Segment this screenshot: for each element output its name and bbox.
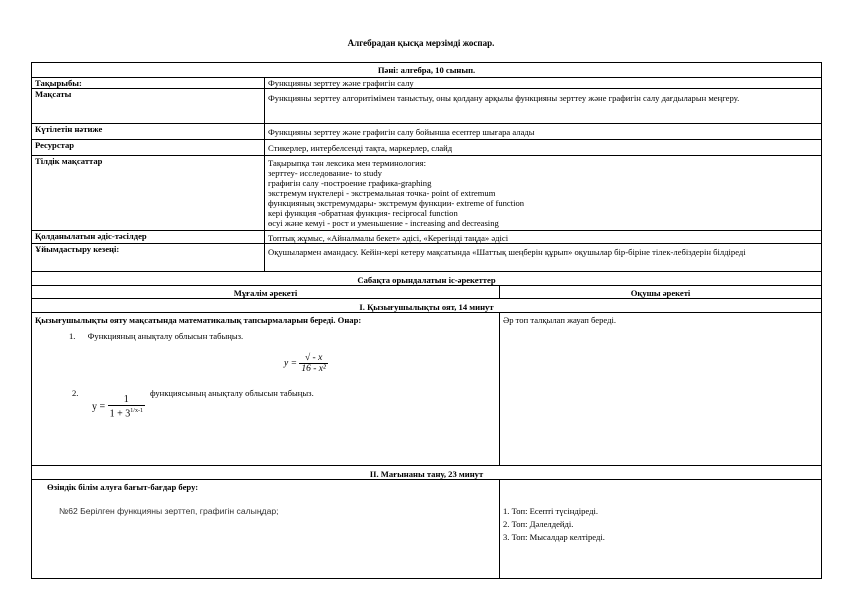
task2-denominator-base: 1 + 3 <box>109 408 131 420</box>
methods-label: Қолданылатын әдіс-тәсілдер <box>32 231 265 244</box>
stage2-task: №62 Берілген функцияны зерттеп, графигін салыңдар; <box>59 506 279 516</box>
task2-formula <box>92 395 145 419</box>
expected-result-value: Функцияны зерттеу және графигін салу бойынша есептер шығара алады <box>265 124 822 140</box>
teacher-column-header: Мұғалім әрекеті <box>32 286 500 299</box>
language-goals-label: Тілдік мақсаттар <box>32 156 265 231</box>
task1-denominator: 16 - x² <box>301 364 326 374</box>
stage1-title: І. Қызығушылықты оят, 14 минут <box>32 299 822 313</box>
task1 <box>35 331 496 341</box>
document-title: Алгебрадан қысқа мерзімді жоспар. <box>347 38 495 48</box>
task2-number: 2. <box>72 388 79 398</box>
language-goal-line: өсуі және кемуі - рост и уменьшение - increasing and decreasing <box>268 218 499 228</box>
resources-label: Ресурстар <box>32 140 265 156</box>
task1-formula <box>284 353 328 374</box>
task1-lhs: y = <box>284 358 298 369</box>
stage1-teacher-cell <box>32 313 500 466</box>
language-goal-line: функцияның экстремумдары- экстремум функции- extreme of function <box>268 198 525 208</box>
student-column-header: Оқушы әрекеті <box>500 286 822 299</box>
organization-row <box>32 244 822 272</box>
subject-row <box>32 63 822 78</box>
stage2-title-row <box>32 466 822 480</box>
organization-value: Оқушылармен амандасу. Кейін-кері кетеру мақсатында «Шаттық шеңберін құрып» оқушылар бір-біріне тілек-лебіздерін білдіреді <box>265 244 822 272</box>
resources-value: Стикерлер, интербелсенді тақта, маркерлер, слайд <box>265 140 822 156</box>
student-group-line: 2. Топ: Дәлелдейді. <box>503 519 574 529</box>
task2-text: функциясының анықталу облысын табыңыз. <box>150 388 314 398</box>
expected-result-row <box>32 124 822 140</box>
goal-label: Мақсаты <box>32 89 265 124</box>
stage2-content-row <box>32 480 822 579</box>
topic-value: Функцияны зерттеу және графигін салу <box>265 78 822 89</box>
language-goal-line: кері функция -обратная функция- reciprocal function <box>268 208 458 218</box>
expected-result-label: Күтілетін нәтиже <box>32 124 265 140</box>
language-goals-row <box>32 156 822 231</box>
activities-header: Сабақта орындалатын іс-әрекеттер <box>32 272 822 286</box>
stage1-content-row <box>32 313 822 466</box>
language-goals-list <box>265 156 822 231</box>
task2-exponent: 1/x-1 <box>130 408 143 414</box>
stage1-title-row <box>32 299 822 313</box>
topic-label: Тақырыбы: <box>32 78 265 89</box>
subject-header: Пәні: алгебра, 10 сынып. <box>32 63 822 78</box>
language-goal-line: Тақырыпқа тән лексика мен терминология: <box>268 158 427 168</box>
stage2-title: ІІ. Мағынаны тану, 23 минут <box>32 466 822 480</box>
task1-text: Функцияның анықталу облысын табыңыз. <box>87 331 244 341</box>
task1-fraction <box>299 353 327 374</box>
goal-value: Функцияны зерттеу алгоритімімен таныстыу, оны қолдану арқылы функцияны зерттеу және графигін салу дағдыларын меңгеру. <box>265 89 822 124</box>
activities-header-row <box>32 272 822 286</box>
methods-row <box>32 231 822 244</box>
language-goal-line: графигін салу -построение графика-graphing <box>268 178 432 188</box>
language-goal-line: зерттеу- исследование- to study <box>268 168 382 178</box>
columns-header-row <box>32 286 822 299</box>
task2-numerator: 1 <box>108 395 145 406</box>
stage2-student-cell <box>500 480 822 579</box>
resources-row <box>32 140 822 156</box>
student-group-line: 3. Топ: Мысалдар келтіреді. <box>503 532 605 542</box>
task2-fraction <box>108 395 145 419</box>
stage2-teacher-cell <box>32 480 500 579</box>
student-group-line: 1. Топ: Есепті түсіндіреді. <box>503 506 599 516</box>
stage1-student-cell: Әр топ талқылап жауап береді. <box>500 313 822 466</box>
task2-denominator <box>108 406 145 419</box>
lesson-plan-table <box>31 62 822 579</box>
goal-row <box>32 89 822 124</box>
methods-value: Топтық жұмыс, «Айналмалы бекет» әдісі, «Керегінді таңда» әдісі <box>265 231 822 244</box>
stage2-heading: Өзіндік білім алуға бағыт-бағдар беру: <box>47 482 199 492</box>
language-goal-line: экстремум нүктелері - экстремальная точка- point of extremum <box>268 188 496 198</box>
organization-label: Ұйымдастыру кезеңі: <box>32 244 265 272</box>
stage1-intro: Қызығушылықты ояту мақсатында математикалық тапсырмаларын береді. Онар: <box>35 315 362 325</box>
task1-number: 1. <box>69 331 76 341</box>
task2-lhs: y = <box>92 401 106 413</box>
topic-row <box>32 78 822 89</box>
task1-numerator: √ - x <box>299 353 327 364</box>
